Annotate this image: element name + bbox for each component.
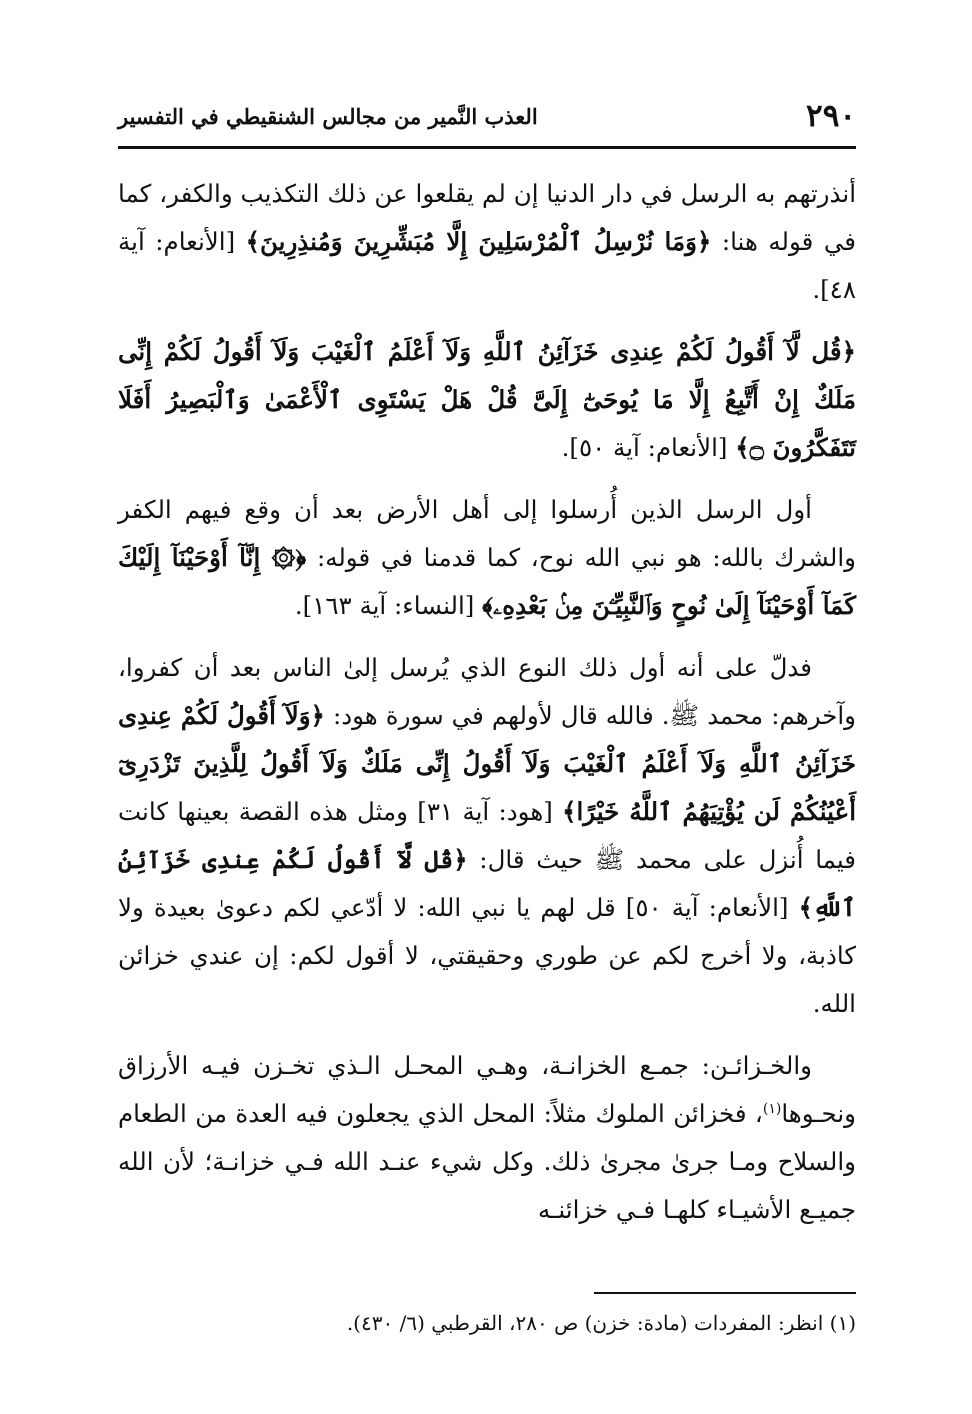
quran-verse: ﴿قُل لَّآ أَقُولُ لَكُمْ عِندِى خَزَآئِنُ ٱللَّهِ وَلَآ أَعْلَمُ ٱلْغَيْبَ وَلَآ أَقُولُ لَكُمْ إِنِّى مَلَكٌ إِنْ أَتَّبِعُ إِلَّا مَا يُوحَىٰٓ إِلَىَّ قُلْ هَلْ يَسْتَوِى ٱلْأَعْمَىٰ وَٱلْبَصِيرُ أَفَلَا تَتَفَكَّرُونَ ۝﴾ [118,337,856,462]
verse-reference: [الأنعام: آية ٥٠]. [561,433,736,462]
paragraph-2 [118,328,856,472]
paragraph-text: ، فخزائن الملوك مثلاً: المحل الذي يجعلون فيه العدة من الطعام والسلاح ومـا جرىٰ مجرىٰ ذلك. وكل شيء عنـد الله فـي خزانـة؛ لأن الله جميـع الأشيـاء كلهـا فـي خزائنـه [118,1099,856,1224]
footnote-rule [594,1292,856,1294]
paragraph-text: أول الرسل الذين أُرسلوا إلى أهل الأرض بعد أن وقع فيهم الكفر والشرك بالله: هو نبي الله نوح، كما قدمنا في قوله: [118,495,856,572]
quran-verse: ﴿وَلَآ أَقُولُ لَكُمْ عِندِى خَزَآئِنُ ٱللَّهِ وَلَآ أَعْلَمُ ٱلْغَيْبَ وَلَآ أَقُولُ إِنِّى مَلَكٌ وَلَآ أَقُولُ لِلَّذِينَ تَزْدَرِىٓ أَعْيُنُكُمْ لَن يُؤْتِيَهُمُ ٱللَّهُ خَيْرًا﴾ [118,701,857,826]
page-number: ٢٩٠ [806,98,856,134]
verse-reference: [النساء: آية ١٦٣]. [294,591,483,620]
paragraph-text: والخـزائـن: جمـع الخزانـة، وهـي المحـل الـذي تخـزن فيـه الأرزاق ونحـوها [118,1051,856,1128]
paragraph-5 [118,1042,856,1234]
paragraph-text: [الأنعام: آية ٥٠] قل لهم يا نبي الله: لا أدّعي لكم دعوىٰ بعيدة ولا كاذبة، ولا أخرج لكم عن طوري وحقيقتي، لا أقول لكم: إن عندي خزائن الله. [118,893,856,1018]
footnote-marker[interactable]: (١) [762,1100,782,1117]
paragraph-text: أنذرتهم به الرسل في دار الدنيا إن لم يقلعوا عن ذلك التكذيب والكفر، كما في قوله هنا: [118,179,857,256]
paragraph-1 [118,170,856,314]
running-title: العذب النَّمير من مجالس الشنقيطي في التفسير [118,104,538,129]
quran-verse: ﴿وَمَا نُرْسِلُ ٱلْمُرْسَلِينَ إِلَّا مُبَشِّرِينَ وَمُنذِرِينَ﴾ [245,227,712,256]
page-body [118,170,856,1248]
header-rule [118,146,856,149]
paragraph-text: فدلّ على أنه أول ذلك النوع الذي يُرسل إلىٰ الناس بعد أن كفروا، وآخرهم: محمد ﷺ. فالله قال لأولهم في سورة هود: [118,653,856,730]
paragraph-text: [هود: آية ٣١] ومثل هذه القصة بعينها كانت فيما أُنزل على محمد ﷺ حيث قال: [118,797,856,874]
quran-verse: ﴿۞ إِنَّآ أَوْحَيْنَآ إِلَيْكَ كَمَآ أَوْحَيْنَآ إِلَىٰ نُوحٍ وَٱلنَّبِيِّـۧنَ مِنۢ بَعْدِهِۦ﴾ [118,543,856,620]
verse-reference: [الأنعام: آية ٤٨]. [118,227,856,304]
footnote: (١) انظر: المفردات (مادة: خزن) ص ٢٨٠، القرطبي (٦/ ٤٣٠). [346,1311,856,1335]
quran-verse: ﴿قُل لَّآ أَقُولُ لَكُمْ عِندِى خَزَآئِنُ ٱللَّهِ﴾ [118,845,856,922]
paragraph-4 [118,644,856,1028]
paragraph-3 [118,486,856,630]
page-header [118,96,856,140]
